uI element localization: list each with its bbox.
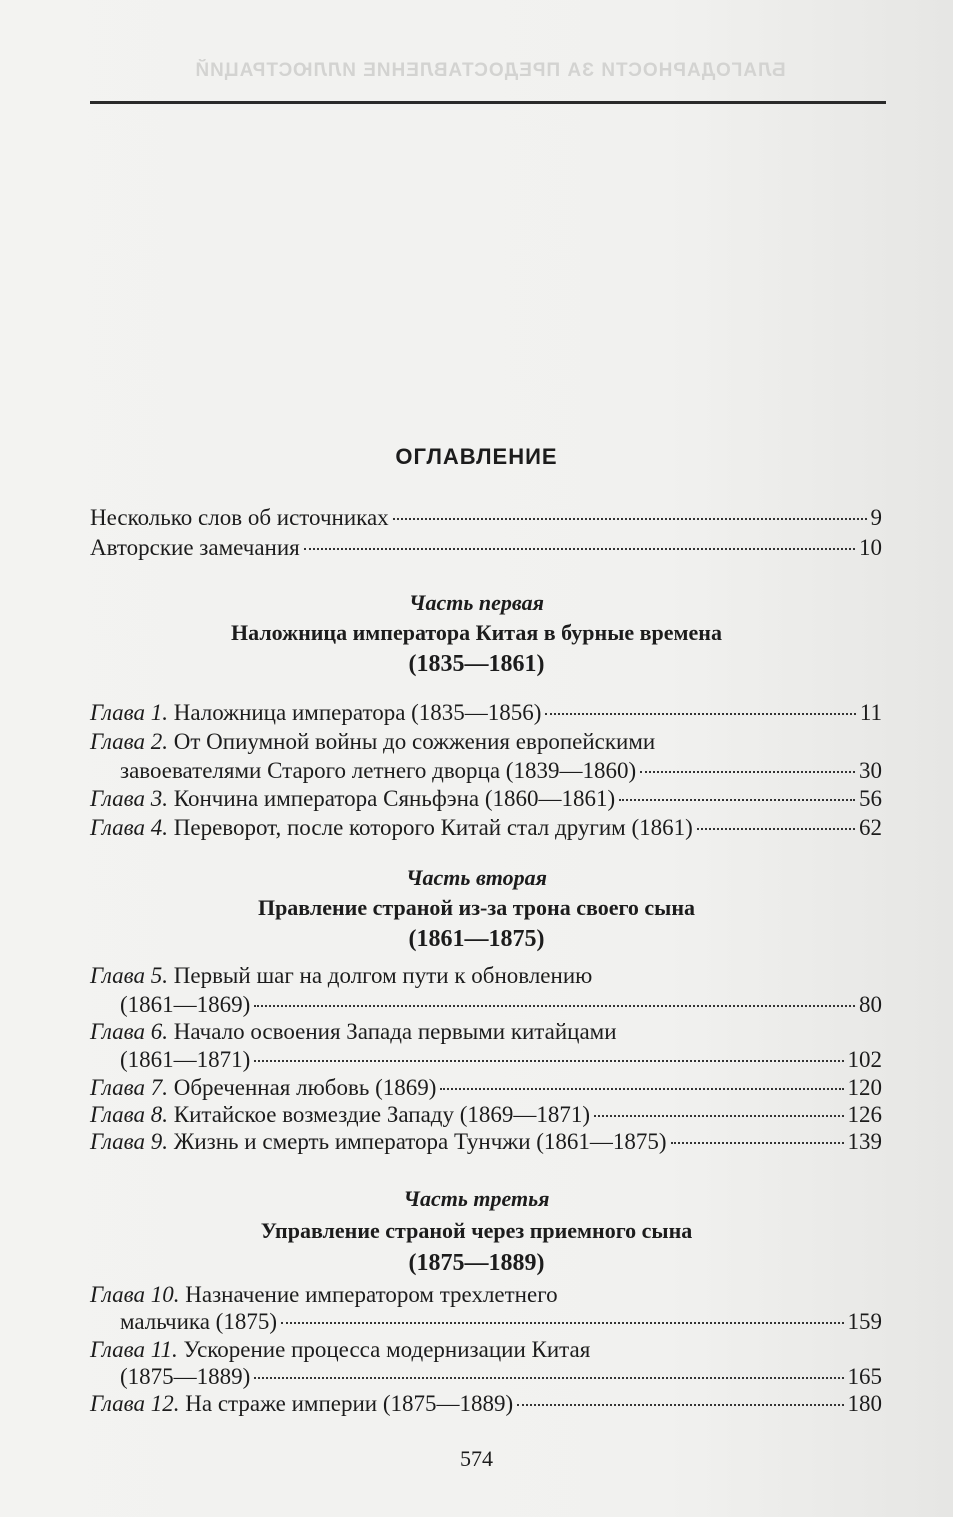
toc-chapter-page: 62 [859, 815, 882, 840]
chapter-prefix: Глава 10. [90, 1282, 180, 1307]
header-rule [90, 101, 886, 104]
leader-dots [393, 518, 867, 520]
leader-dots [517, 1404, 843, 1406]
toc-chapter [90, 1017, 882, 1047]
leader-dots [254, 1060, 843, 1062]
leader-dots [671, 1142, 844, 1144]
leader-dots [619, 799, 855, 801]
leader-dots [697, 828, 855, 830]
part-years: (1875—1889) [408, 1250, 545, 1276]
toc-chapter-page: 159 [847, 1309, 882, 1334]
toc-chapter-continuation [120, 1362, 882, 1392]
toc-chapter-continuation [120, 756, 882, 786]
toc-chapter [90, 1280, 882, 1310]
part-label: Часть третья [403, 1186, 550, 1211]
toc-chapter-page: 56 [859, 786, 882, 811]
toc-chapter [90, 1073, 882, 1103]
chapter-prefix: Глава 2. [90, 729, 168, 754]
toc-entry-page: 9 [870, 505, 882, 530]
toc-chapter-continuation [120, 1307, 882, 1337]
toc-chapter [90, 961, 882, 991]
part-heading [0, 863, 953, 955]
leader-dots [545, 713, 855, 715]
leader-dots [254, 1377, 843, 1379]
toc-entry-title: Авторские замечания [90, 535, 300, 560]
toc-chapter-title [90, 698, 541, 728]
part-title: Правление страной из-за трона своего сына [257, 895, 696, 920]
chapter-prefix: Глава 3. [90, 786, 168, 811]
chapter-prefix: Глава 6. [90, 1019, 168, 1044]
toc-chapter [90, 784, 882, 814]
toc-chapter [90, 1100, 882, 1130]
toc-chapter-continuation [120, 1045, 882, 1075]
part-label: Часть первая [409, 590, 544, 615]
toc-chapter-page: 80 [859, 992, 882, 1017]
chapter-prefix: Глава 1. [90, 700, 168, 725]
toc-chapter-page: 126 [847, 1102, 882, 1127]
chapter-title: Наложница императора (1835—1856) [173, 700, 542, 725]
toc-chapter-page: 11 [859, 700, 882, 725]
chapter-title: Первый шаг на долгом пути к обновлению [173, 963, 593, 988]
toc-chapter-page: 30 [859, 758, 882, 783]
toc-entry-author-notes [90, 533, 882, 563]
chapter-title: Обреченная любовь (1869) [173, 1075, 437, 1100]
part-title: Наложница императора Китая в бурные времена [231, 620, 722, 645]
toc-chapter [90, 813, 882, 843]
chapter-title: Китайское возмездие Западу (1869—1871) [173, 1102, 591, 1127]
chapter-continuation: мальчика (1875) [120, 1309, 278, 1334]
part-heading [0, 588, 953, 680]
chapter-prefix: Глава 12. [90, 1391, 180, 1416]
chapter-prefix: Глава 9. [90, 1129, 168, 1154]
chapter-title: Начало освоения Запада первыми китайцами [173, 1019, 617, 1044]
chapter-title: Жизнь и смерть императора Тунчжи (1861—1875) [173, 1129, 667, 1154]
part-years: (1861—1875) [408, 926, 545, 952]
toc-entry-page: 10 [859, 535, 882, 560]
toc-entry-title: Несколько слов об источниках [90, 505, 389, 530]
toc-title: ОГЛАВЛЕНИЕ [395, 444, 558, 469]
chapter-title: На страже империи (1875—1889) [185, 1391, 514, 1416]
toc-chapter-page: 102 [847, 1047, 882, 1072]
chapter-title: Кончина императора Сяньфэна (1860—1861) [173, 786, 616, 811]
running-header-bleed: БЛАГОДАРНОСТИ ЗА ПРЕДОСТАВЛЕНИЕ ИЛЛЮСТРАЦИЙ [194, 60, 786, 81]
chapter-prefix: Глава 5. [90, 963, 168, 988]
toc-chapter-page: 165 [847, 1364, 882, 1389]
leader-dots [281, 1322, 843, 1324]
toc-chapter-page: 180 [847, 1391, 882, 1416]
chapter-prefix: Глава 4. [90, 815, 168, 840]
chapter-continuation: (1861—1871) [120, 1047, 251, 1072]
toc-chapter [90, 1389, 882, 1419]
chapter-prefix: Глава 7. [90, 1075, 168, 1100]
toc-chapter [90, 1335, 882, 1365]
chapter-continuation: (1861—1869) [120, 992, 251, 1017]
chapter-continuation: завоевателями Старого летнего дворца (1839—1860) [120, 758, 637, 783]
toc-chapter [90, 727, 882, 757]
part-years: (1835—1861) [408, 651, 545, 677]
chapter-prefix: Глава 11. [90, 1337, 178, 1362]
part-title: Управление страной через приемного сына [260, 1218, 693, 1243]
chapter-title: Ускорение процесса модернизации Китая [183, 1337, 591, 1362]
leader-dots [640, 771, 855, 773]
toc-entry-sources [90, 503, 882, 533]
chapter-title: Назначение императором трехлетнего [185, 1282, 558, 1307]
part-heading [0, 1184, 953, 1278]
leader-dots [594, 1115, 843, 1117]
toc-chapter [90, 1127, 882, 1157]
chapter-continuation: (1875—1889) [120, 1364, 251, 1389]
leader-dots [254, 1005, 855, 1007]
toc-chapter-page: 139 [847, 1129, 882, 1154]
page-number: 574 [460, 1446, 493, 1471]
toc-chapter-page: 120 [847, 1075, 882, 1100]
part-label: Часть вторая [406, 865, 547, 890]
leader-dots [440, 1088, 843, 1090]
chapter-title: Переворот, после которого Китай стал другим (1861) [173, 815, 693, 840]
toc-chapter-continuation [120, 990, 882, 1020]
chapter-prefix: Глава 8. [90, 1102, 168, 1127]
toc-chapter [90, 698, 882, 728]
chapter-title: От Опиумной войны до сожжения европейскими [173, 729, 656, 754]
leader-dots [304, 548, 855, 550]
